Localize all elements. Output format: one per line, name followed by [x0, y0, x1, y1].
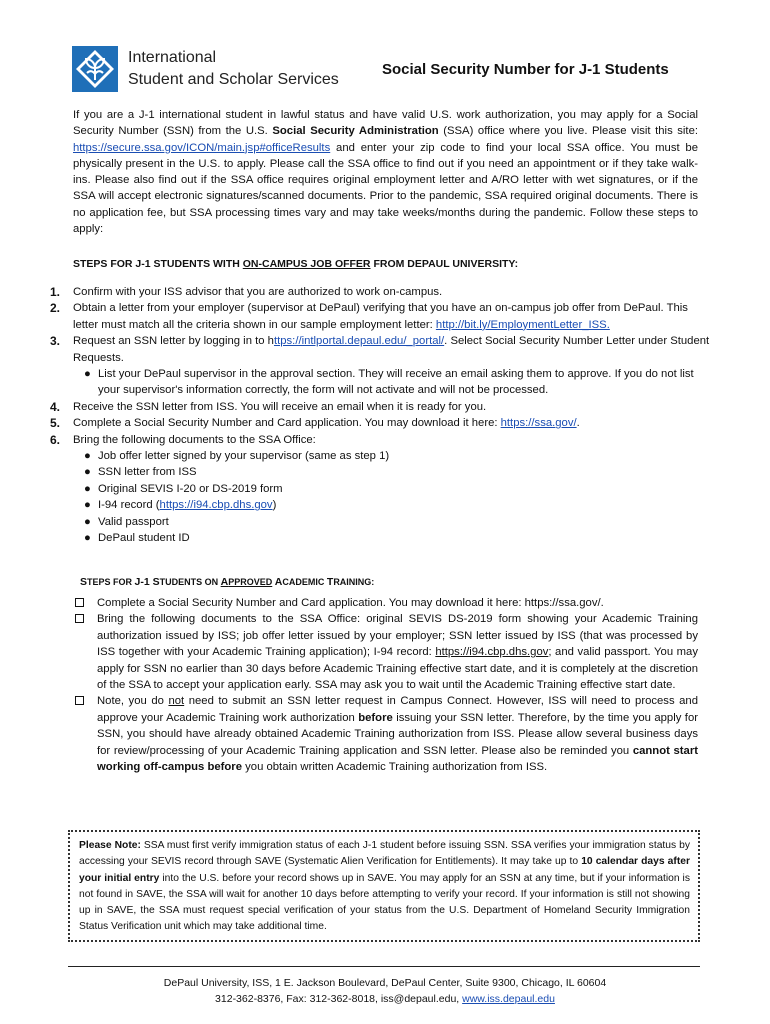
checklist-text-d: you obtain written Academic Training authorization from ISS.: [242, 761, 548, 774]
i94-link[interactable]: https://i94.cbp.dhs.gov: [435, 646, 549, 659]
i94-link[interactable]: https://i94.cbp.dhs.gov: [159, 499, 273, 512]
checklist-item-1: [73, 595, 698, 611]
step-text: Request an SSN letter by logging in to h: [73, 335, 274, 348]
step-6: [50, 432, 710, 448]
intl-portal-link[interactable]: ttps://intlportal.depaul.edu/_portal/: [273, 335, 445, 348]
document-item: [50, 497, 710, 513]
checklist-text: Bring the following documents to the SSA Office: original SEVIS DS-2019 form showing your Academic Training authorization issued by ISS; job offer letter issued by your employer; SSN letter issued by ISS (that was processed by ISS together with your Academic Training application); I-94 record:: [97, 613, 698, 659]
checklist-text: Note, you do: [97, 695, 169, 708]
section1-title: [73, 258, 518, 270]
intro-text-3: and enter your zip code to find your local SSA office. You must be physically present in the U.S. to apply. Please call the SSA office to find out if you need an appointment or if they take walk-ins. Please also find out if the SSA office requires original employment letter and A/RO letter with wet signatures, or if the SSA will accept electronic signatures/scanned documents. Prior to the pandemic, SSA required original documents. There is no application fee, but SSA processing times vary and may take weeks/months during the pandemic. Follow these steps to apply:: [73, 141, 698, 236]
document-item: [50, 514, 710, 530]
intro-paragraph: [73, 107, 698, 237]
checklist-text-b: need to submit an SSN letter request in Campus Connect. However, ISS will need to process and approve your Academic Training work authorization: [97, 695, 698, 724]
checkbox-icon[interactable]: [75, 614, 84, 623]
checklist-cannot: cannot start working off-campus before: [97, 744, 698, 774]
note-label: Please Note:: [79, 840, 141, 851]
step-number: 4.: [50, 399, 61, 414]
bullet-icon: ●: [84, 515, 91, 528]
step-number: 6.: [50, 432, 61, 447]
please-note-box: [68, 830, 700, 942]
document-text: I-94 record (: [98, 499, 160, 512]
document-text: Original SEVIS I-20 or DS-2019 form: [98, 482, 283, 495]
bullet-icon: ●: [84, 368, 91, 381]
checklist-text-b: ; and valid passport. You may apply for SSN no earlier than 30 days before Academic Training effective start date, and it is completely at the discretion of the SSA to accept your application early. SSA may ask you to wait until the Academic Training effective start date.: [97, 646, 698, 692]
note-bold: 10 calendar days after your initial entry: [79, 856, 690, 884]
document-text: Valid passport: [98, 515, 169, 528]
ssa-gov-link[interactable]: https://ssa.gov/: [500, 417, 577, 430]
document-text-after: ): [272, 499, 277, 512]
step-number: 5.: [50, 416, 61, 431]
document-text: SSN letter from ISS: [98, 466, 197, 479]
depaul-logo-icon: [72, 46, 118, 92]
bullet-icon: ●: [84, 466, 91, 479]
bullet-icon: ●: [84, 499, 91, 512]
checklist-before: before: [358, 711, 393, 724]
section1-title-underlined: ON-CAMPUS JOB OFFER: [242, 258, 371, 270]
footer: [0, 975, 770, 1007]
step-4: [50, 399, 710, 415]
step-number: 1.: [50, 285, 61, 299]
step-5: [50, 415, 710, 431]
section1-title-b: FROM DEPAUL UNIVERSITY:: [370, 258, 519, 270]
note-text: SSA must first verify immigration status of each J-1 student before issuing SSN. SSA verifies your immigration status by accessing your SEVIS record through SAVE (Systematic Alien Verification for Entitlements). It may take up to: [79, 840, 690, 868]
footer-address: DePaul University, ISS, 1 E. Jackson Boulevard, DePaul Center, Suite 9300, Chicago, IL 60604: [163, 977, 607, 989]
t: TUDENTS ON: [159, 577, 221, 587]
header: [72, 44, 672, 92]
document-item: [50, 481, 710, 497]
step-text: Bring the following documents to the SSA Office:: [73, 433, 316, 446]
document-title: Social Security Number for J-1 Students: [382, 61, 669, 78]
t: TEPS FOR: [87, 577, 135, 587]
document-item: [50, 448, 710, 464]
checklist-not: not: [168, 695, 185, 708]
step-number: 3.: [50, 334, 61, 349]
t: A: [272, 576, 283, 588]
document-item: [50, 530, 710, 546]
step-text: Obtain a letter from your employer (supervisor at DePaul) verifying that you have an on-campus job offer from DePaul. This letter must match all the criteria shown in our sample employment letter:: [73, 302, 688, 331]
footer-contact-text: 312-362-8376, Fax: 312-362-8018, iss@depaul.edu,: [215, 993, 463, 1005]
t: S: [80, 576, 88, 588]
step-text: Confirm with your ISS advisor that you are authorized to work on-campus.: [73, 286, 443, 298]
checklist-item-3: [73, 693, 698, 775]
checklist-text-c: issuing your SSN letter. Therefore, by the time you apply for SSN, you should have already obtained Academic Training authorization from ISS. Please allow several business days for review/processing of your Academic Training application and SSN letter. Please also be reminded you: [97, 711, 698, 757]
step-text: Receive the SSN letter from ISS. You will receive an email when it is ready for you.: [73, 400, 487, 413]
org-line-2: Student and Scholar Services: [128, 71, 339, 88]
ssa-gov-text: https://ssa.gov/: [524, 597, 601, 609]
t: RAINING:: [333, 577, 375, 587]
step-3-bullet: [50, 366, 710, 399]
section1-title-a: STEPS FOR J-1 STUDENTS WITH: [73, 258, 243, 270]
bullet-text: List your DePaul supervisor in the approval section. They will receive an email asking them to approve. If you do not list your supervisor's information correctly, the form will not activate and will not be processed.: [98, 368, 694, 397]
checklist-text: Complete a Social Security Number and Card application. You may download it here:: [97, 597, 525, 609]
document-text: DePaul student ID: [98, 532, 190, 545]
step-3: [50, 333, 710, 366]
step-text-b: . Select Social Security Number Letter under Student Requests.: [73, 335, 710, 364]
bullet-icon: ●: [84, 482, 91, 495]
t: A: [220, 576, 229, 588]
step-text-after: .: [576, 417, 580, 430]
checkbox-icon[interactable]: [75, 696, 84, 705]
bullet-icon: ●: [84, 532, 91, 545]
bullet-icon: ●: [84, 450, 91, 463]
note-text-b: into the U.S. before your record shows up in SAVE. You may apply for an SSN at any time, but if your information is not found in SAVE, the SSA will wait for another 10 days before attempting to verify your record. If your information is still not showing up in SAVE, the SSA must request special verification of your status from the U.S. Department of Homeland Security Immigration Status Verification unit which may take additional time.: [79, 872, 690, 933]
step-text: Complete a Social Security Number and Card application. You may download it here:: [73, 417, 501, 430]
t: T: [326, 576, 334, 588]
iss-website-link[interactable]: www.iss.depaul.edu: [462, 993, 555, 1005]
checkbox-icon[interactable]: [75, 598, 84, 607]
org-name: [128, 47, 339, 91]
section2-title: [80, 576, 374, 588]
document-text: Job offer letter signed by your supervisor (same as step 1): [98, 450, 390, 463]
footer-contact: [0, 991, 770, 1007]
checklist-text-after: .: [600, 597, 604, 609]
step-2: [50, 300, 710, 333]
section2-checklist: [73, 595, 698, 775]
intro-text-2: (SSA) office where you live. Please visit this site:: [438, 125, 698, 138]
ssa-office-link[interactable]: https://secure.ssa.gov/ICON/main.jsp#officeResults: [73, 141, 331, 154]
footer-divider: [68, 966, 700, 967]
intro-ssa-bold: Social Security Administration: [272, 125, 439, 138]
step-1: [50, 284, 710, 300]
section1-steps: [50, 284, 710, 547]
t: CADEMIC: [282, 577, 327, 587]
employment-letter-link[interactable]: http://bit.ly/EmploymentLetter_ISS.: [435, 318, 610, 331]
step-number: 2.: [50, 301, 61, 316]
document-item: [50, 464, 710, 480]
t: PPROVED: [228, 577, 273, 587]
checklist-item-2: [73, 611, 698, 693]
org-line-1: International: [128, 49, 217, 66]
intro-text-1: If you are a J-1 international student in lawful status and have valid U.S. work authorization, you may apply for a Social Security Number (SSN) from the U.S.: [73, 109, 698, 138]
t: J-1 S: [134, 576, 160, 588]
